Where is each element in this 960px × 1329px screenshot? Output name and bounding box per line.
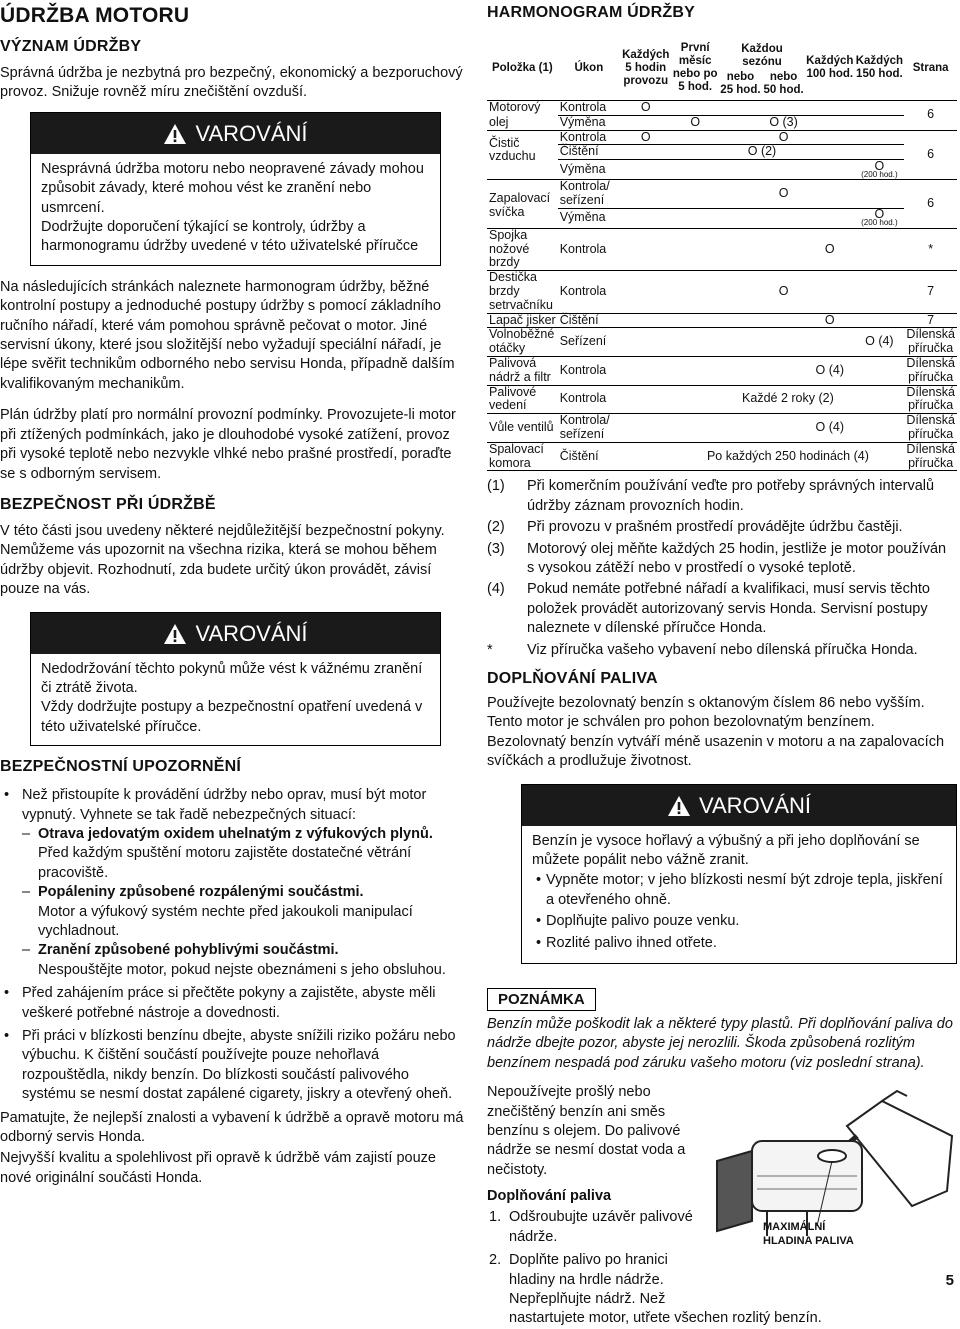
interval-mark: O (762, 130, 805, 145)
row-action: Kontrola (558, 101, 620, 116)
list-item-text: Než přistoupíte k provádění údržby nebo oprav, musí být motor vypnutý. Vyhnete se tak řadě nebezpečných situací: (22, 787, 427, 823)
footnote-marker: (4) (487, 581, 505, 598)
maintenance-schedule-table (487, 36, 957, 471)
header-season: Každou sezónu (741, 43, 783, 69)
table-row (487, 115, 957, 130)
fuel-text: Používejte bezolovnatý benzín s oktanovým číslem 86 nebo vyšším. Tento motor je schválen pro pohon bezolovnatým benzínem. Bezolovnatý benzín vytváří méně usazenin v motoru a na zapalovacích svíčkách a prodlužuje životnost. (487, 694, 945, 770)
row-action: Kontrola/ seřízení (558, 414, 620, 443)
hazard-text: Motor a výfukový systém nechte před jakoukoli manipulací vychladnout. (38, 903, 413, 939)
interval-mark: O (200 hod.) (854, 160, 904, 180)
hazard-text: Nespouštějte motor, pokud nejste obeznámeni s jeho obsluhou. (38, 961, 446, 978)
header-season-25: nebo 25 hod. (720, 71, 761, 97)
row-action: Čištění (558, 145, 620, 160)
interval-mark: O (805, 313, 854, 328)
hazard-title: Popáleniny způsobené rozpálenými součástmi. (38, 884, 364, 901)
interval-mark: O (4) (854, 328, 904, 357)
interval-mark: Každé 2 roky (2) (672, 385, 905, 414)
safety-text: V této části jsou uvedeny některé nejdůležitější bezpečnostní pokyny. Nemůžeme vás upozornit na všechna rizika, která se mohou během údržby objevit. Rozhodnutí, zda budete určitý úkon provádět, závisí pouze na vás. (0, 522, 445, 598)
note-block (487, 988, 957, 1073)
interval-mark: O (3) (762, 115, 805, 130)
row-item: Palivová nádrž a filtr (487, 356, 558, 385)
warning-header (31, 113, 440, 154)
warning-body (522, 826, 956, 963)
warning-text: Vždy dodržujte postupy a bezpečnostní opatření uvedená v této uživatelské příručce. (41, 699, 423, 735)
table-row (487, 385, 957, 414)
table-row (487, 356, 957, 385)
row-page: 6 (904, 180, 957, 229)
row-item: Spojka nožové brzdy (487, 228, 558, 270)
table-row (487, 313, 957, 328)
table-row (487, 414, 957, 443)
header-150h: Každých 150 hod. (855, 55, 904, 80)
importance-text: Správná údržba je nezbytná pro bezpečný, ekonomický a bezporuchový provoz. Snižuje rovněž míru znečištění ovzduší. (0, 65, 463, 101)
table-row (487, 442, 957, 471)
row-item: Zapalovací svíčka (487, 180, 558, 229)
header-first-month: První měsíc nebo po 5 hod. (672, 42, 718, 93)
refuel-heading: Doplňování paliva (487, 1188, 612, 1205)
row-action: Výměna (558, 208, 620, 228)
warning-box-3 (521, 784, 957, 964)
row-action: Kontrola (558, 385, 620, 414)
refuel-block (487, 1083, 957, 1327)
footnote-text: Při komerčním používání veďte pro potřeby správných intervalů údržby záznam provozních hodin. (527, 478, 935, 514)
section-heading-precautions: BEZPEČNOSTNÍ UPOZORNĚNÍ (0, 758, 242, 776)
row-item: olej (489, 114, 509, 129)
row-page: Dílenská příručka (904, 356, 957, 385)
footnote (487, 540, 957, 579)
warning-body (31, 654, 440, 746)
note-label: POZNÁMKA (487, 988, 596, 1011)
warning-header (31, 613, 440, 654)
table-row (487, 160, 957, 180)
row-action: Kontrola/ seřízení (558, 180, 620, 209)
parts-paragraph: Nejvyšší kvalitu a spolehlivost při opravě k údržbě vám zajistí pouze nové originální součásti Honda. (0, 1150, 436, 1186)
row-item: Čistič vzduchu (487, 130, 558, 180)
list-item: 2. Doplňte palivo po hranici hladiny na hrdle nádrže. Nepřeplňujte nádrž. Než nastartujete motor, utřete všechen rozlitý benzín. (489, 1252, 822, 1327)
footnotes (487, 477, 957, 660)
interval-mark: O (620, 130, 672, 145)
list-item: • Vypněte motor; v jeho blízkosti nesmí být zdroje tepla, jiskření a otevřeného ohně. (532, 871, 948, 910)
row-page: Dílenská příručka (904, 328, 957, 357)
interval-mark: O (805, 228, 854, 270)
table-row (487, 271, 957, 313)
page-title: ÚDRŽBA MOTORU (0, 4, 190, 27)
warning-header (522, 785, 956, 826)
row-page: * (904, 228, 957, 270)
row-action: Kontrola (558, 228, 620, 270)
list-item: • Při práci v blízkosti benzínu dbejte, abyste snížili riziko požáru nebo výbuchu. K čištění součástí používejte pouze nehořlavá rozpouštědla, nikdy benzín. Do blízkosti součástí palivového systému se nesmí dostat zapálené cigarety, jiskry a otevřený oheň. (0, 1027, 466, 1105)
footnote-marker: (2) (487, 519, 505, 536)
hazard-text: Před každým spuštění motoru zajistěte dostatečné větrání pracoviště. (38, 845, 412, 881)
conditions-paragraph: Plán údržby platí pro normální provozní podmínky. Provozujete-li motor při ztížených podmínkách, jako je dlouhodobé vysoké zatížení, provoz při vysoké teplotě nebo nezvykle vlhké nebo prašné prostředí, poraďte se s odborným servisem. (0, 407, 456, 482)
schedule-title: HARMONOGRAM ÚDRŽBY (487, 4, 696, 21)
warning-triangle-icon (163, 123, 187, 145)
table-row (487, 228, 957, 270)
hazard-item: – Popáleniny způsobené rozpálenými součástmi. Motor a výfukový systém nechte před jakoukoli manipulací vychladnout. (22, 884, 413, 939)
left-column (0, 0, 466, 1188)
header-daily: Každých 5 hodin provozu (622, 48, 670, 87)
warning-body (31, 154, 440, 265)
row-page: Dílenská příručka (904, 414, 957, 443)
row-page: 7 (904, 271, 957, 313)
row-action: Čištění (558, 442, 620, 471)
interval-mark: O (672, 115, 719, 130)
warning-text: Nesprávná údržba motoru nebo neopravené závady mohou způsobit závady, které mohou vést ke zranění nebo usmrcení. (41, 160, 424, 216)
interval-mark: Po každých 250 hodinách (4) (672, 442, 905, 471)
header-100h: Každých 100 hod. (806, 55, 854, 80)
footnote-text: Pokud nemáte potřebné nářadí a kvalifikaci, musí servis těchto položek provádět autorizovaný servis Honda. Servisní postupy naleznete v dílenské příručce Honda. (527, 581, 930, 637)
header-season-50: nebo 50 hod. (763, 71, 804, 97)
table-row (487, 130, 957, 145)
interval-mark: O (200 hod.) (854, 208, 904, 228)
row-item: Volnoběžné otáčky (487, 328, 558, 357)
intro-paragraph: Na následujících stránkách naleznete harmonogram údržby, běžné kontrolní postupy a jednoduché postupy údržby s pomocí základního ručního nářadí, které vám pomohou správně pečovat o motor. Jiné servisní úkony, které jsou složitější nebo vyžadují speciální nářadí, je lépe svěřit technikům odborného nebo servisu Honda, případně dalším kvalifikovaným mechanikům. (0, 278, 455, 392)
hazard-item: – Zranění způsobené pohyblivými součástmi. Nespouštějte motor, pokud nejste obeznámeni s jeho obsluhou. (22, 942, 446, 978)
warning-title: VAROVÁNÍ (698, 792, 812, 818)
section-heading-importance: VÝZNAM ÚDRŽBY (0, 38, 142, 55)
footnote-text: Viz příručka vašeho vybavení nebo dílenská příručka Honda. (527, 641, 918, 658)
row-action: Kontrola (558, 356, 620, 385)
row-item: Destička brzdy setrvačníku (487, 271, 558, 313)
row-action: Kontrola (558, 130, 620, 145)
list-item: • Před zahájením práce si přečtěte pokyny a zajistěte, abyste měli veškeré potřebné nástroje a dovednosti. (0, 984, 466, 1023)
refuel-illustration (707, 1081, 957, 1241)
row-item: Palivové vedení (487, 385, 558, 414)
fuel-heading: DOPLŇOVÁNÍ PALIVA (487, 669, 658, 687)
footnote-marker: (1) (487, 478, 505, 495)
list-item: 1. Odšroubujte uzávěr palivové nádrže. (489, 1209, 693, 1245)
header-page: Strana (912, 61, 949, 74)
table-row (487, 208, 957, 228)
row-page: 6 (904, 101, 957, 131)
row-action: Výměna (558, 160, 620, 180)
header-item: Položka (1) (491, 61, 553, 74)
table-row (487, 328, 957, 357)
interval-mark: O (4) (805, 356, 854, 385)
footnote-text: Při provozu v prašném prostředí provádějte údržbu častěji. (527, 519, 903, 536)
warning-triangle-icon (163, 623, 187, 645)
footnote (487, 477, 957, 516)
row-item: Spalovací komora (487, 442, 558, 471)
row-action: Čištění (558, 313, 620, 328)
table-row (487, 145, 957, 160)
footnote-marker: * (487, 641, 493, 658)
warning-triangle-icon (667, 795, 691, 817)
right-column (487, 0, 957, 1327)
row-page: 6 (904, 130, 957, 180)
precautions-list (0, 786, 466, 1105)
section-heading-safety: BEZPEČNOST PŘI ÚDRŽBĚ (0, 495, 216, 513)
warning-box-2 (30, 612, 441, 747)
page-number: 5 (945, 1272, 954, 1289)
warning-text: Benzín je vysoce hořlavý a výbušný a při jeho doplňování se můžete popálit nebo vážně zranit. (532, 832, 920, 869)
row-item: Lapač jisker (489, 312, 556, 327)
warning-list (532, 871, 948, 953)
service-paragraph: Pamatujte, že nejlepší znalosti a vybavení k údržbě a opravě motoru má odborný servis Honda. (0, 1109, 464, 1146)
warning-text: Dodržujte doporučení týkající se kontroly, údržby a harmonogramu údržby uvedené v této uživatelské příručce (41, 219, 419, 255)
note-text: Benzín může poškodit lak a některé typy plastů. Při doplňování paliva do nádrže dbejte pozor, abyste jej nerozlili. Škoda způsobená rozlitým benzínem nespadá pod záruku vašeho motoru (viz poslední strana). (487, 1016, 953, 1071)
table-header-row (487, 36, 957, 70)
footnote (487, 518, 957, 537)
fuel-quality-text: Nepoužívejte prošlý nebo znečištěný benzín ani směs benzínu s olejem. Do palivové nádrže se nesmí dostat voda a nečistoty. (487, 1084, 686, 1178)
interval-mark: O (4) (805, 414, 854, 443)
footnote (487, 641, 957, 660)
header-action: Úkon (574, 61, 604, 74)
interval-mark: O (762, 180, 805, 209)
row-action: Seřízení (558, 328, 620, 357)
row-action: Výměna (558, 115, 620, 130)
row-page: Dílenská příručka (904, 442, 957, 471)
hazard-item: – Otrava jedovatým oxidem uhelnatým z výfukových plynů. Před každým spuštění motoru zajistěte dostatečné větrání pracoviště. (22, 825, 433, 881)
interval-mark: O (620, 101, 672, 116)
row-item: Vůle ventilů (487, 414, 558, 443)
hazard-title: Otrava jedovatým oxidem uhelnatým z výfukových plynů. (38, 825, 433, 842)
interval-mark: O (762, 271, 805, 313)
warning-title: VAROVÁNÍ (195, 120, 308, 146)
warning-text: Nedodržování těchto pokynů může vést k vážnému zranění či ztrátě života. (41, 660, 423, 696)
list-item: • Doplňujte palivo pouze venku. (532, 912, 948, 931)
list-item (0, 786, 466, 980)
interval-mark: O (2) (719, 145, 805, 160)
warning-title: VAROVÁNÍ (195, 620, 308, 646)
list-item: • Rozlité palivo ihned otřete. (532, 934, 948, 953)
row-item: Motorový (487, 101, 558, 116)
table-row (487, 180, 957, 209)
table-row (487, 101, 957, 116)
warning-box-1 (30, 112, 441, 266)
hazard-title: Zranění způsobené pohyblivými součástmi. (38, 942, 339, 959)
footnote-text: Motorový olej měňte každých 25 hodin, jestliže je motor používán s vysokou zátěží nebo v prostředí o vysoké teplotě. (527, 540, 947, 576)
row-action: Kontrola (558, 271, 620, 313)
max-fuel-label: MAXIMÁLNÍ HLADINA PALIVA (763, 1221, 854, 1248)
footnote (487, 580, 957, 638)
row-page: 7 (904, 313, 957, 328)
row-page: Dílenská příručka (904, 385, 957, 414)
footnote-marker: (3) (487, 540, 505, 557)
